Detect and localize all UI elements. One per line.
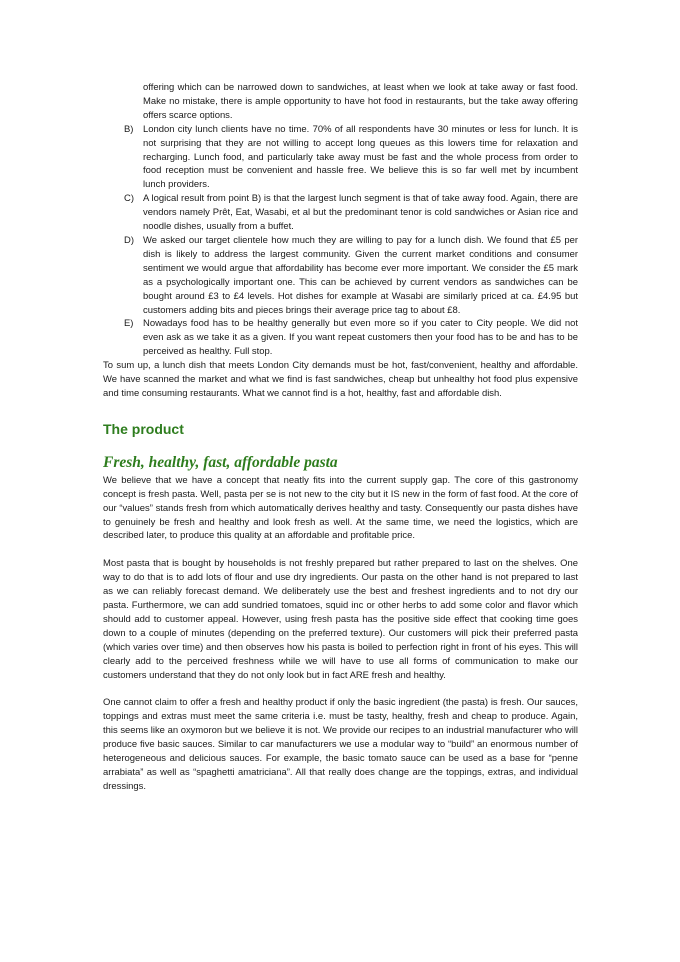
section-heading: The product: [103, 420, 184, 437]
paragraph-spacer: [103, 543, 578, 557]
list-marker: C): [124, 193, 134, 205]
document-page: [103, 81, 578, 794]
list-item-d: [103, 234, 578, 317]
body-paragraph: One cannot claim to offer a fresh and healthy product if only the basic ingredient (the pasta) is fresh. Our sauces, toppings and extras must meet the same criteria i.e. must be tasty, healthy, fresh and cheap to produce. Again, this seems like an oxymoron but we believe it is not. We provide our recipes to an industrial manufacturer who will produce five basic sauces. Similar to car manufacturers we use a modular way to “build” an enormous number of heterogeneous and delicious sauces. For example, the basic tomato sauce can be used as a base for “penne arrabiata” as well as “spaghetti amatriciana”. All that really does change are the toppings, extras, and individual dressings.: [103, 697, 578, 792]
list-marker: B): [124, 123, 134, 135]
list-item-text: We asked our target clientele how much they are willing to pay for a lunch dish. We found that £5 per dish is likely to address the largest community. Given the current market conditions and consumer sentiment we would argue that affordability has become ever more important. We consider the £5 mark as a psychologically important one. This can be achieved by current vendors as sandwiches can be bought around £3 to £4 levels. Hot dishes for example at Wasabi are similarly priced at ca. £4.95 but customers adding bits and pieces brings their average price tag to about £8.: [143, 234, 578, 316]
summary-paragraph: To sum up, a lunch dish that meets London City demands must be hot, fast/convenient, healthy and affordable. We have scanned the market and what we find is fast sandwiches, cheap but unhealthy hot food plus expensive and time consuming restaurants. What we cannot find is a hot, healthy, fast and affordable dish.: [103, 360, 578, 399]
body-paragraph: Most pasta that is bought by households is not freshly prepared but rather prepared to last on the shelves. One way to do that is to add lots of flour and use dry ingredients. Our pasta on the other hand is not prepared to last as we can reliably forecast demand. We deliberately use the best and freshest ingredients and to not dry our pasta. Furthermore, we can add sundried tomatoes, squid inc or other herbs to add some color and flavor which should add to customer appeal. However, using fresh pasta has the positive side effect that cooking time goes down to a couple of minutes (depending on the preferred texture). Our customers will pick their preferred pasta (which varies over time) and then observes how his pasta is boiled to perfection right in front of his eyes. This will clearly add to the perceived freshness while we will have to use all forms of communication to make our customers understand that they do not only look but in fact ARE fresh and healthy.: [103, 558, 578, 681]
list-item-c: [103, 192, 578, 234]
body-paragraph: We believe that we have a concept that neatly fits into the current supply gap. The core of this gastronomy concept is fresh pasta. Well, pasta per se is not new to the city but it IS new in the form of fast food. At the core of our “values” stands fresh from which automatically derives healthy and tasty. Consequently our pasta dishes have to genuinely be fresh and healthy and look fresh as well. At the same time, we need the logistics, which are described later, to produce this quality at an affordable and profitable price.: [103, 474, 578, 542]
list-marker: D): [124, 234, 134, 246]
intro-continuation: offering which can be narrowed down to sandwiches, at least when we look at take away or fast food. Make no mistake, there is ample opportunity to have hot food in restaurants, but the take away offering offers scarce options.: [143, 82, 578, 121]
list-item-text: London city lunch clients have no time. 70% of all respondents have 30 minutes or less for lunch. It is not surprising that they are not willing to accept long queues as this lowers time for relaxation and recharging. Lunch food, and particularly take away must be fast and the whole process from order to food reception must be convenient and hassle free. We believe this is so far well met by incumbent lunch providers.: [143, 123, 578, 191]
list-item-text: Nowadays food has to be healthy generally but even more so if you cater to City people. We did not even ask as we take it as a given. If you want repeat customers then your food has to be and has to be perceived as healthy. Full stop.: [143, 318, 578, 358]
list-item-text: A logical result from point B) is that the largest lunch segment is that of take away food. Again, there are vendors namely Prêt, Eat, Wasabi, et al but the predominant tenor is cold sandwiches or Asian rice and noodle dishes, usually from a buffet.: [143, 193, 578, 233]
paragraph-spacer: [103, 682, 578, 696]
subsection-heading: Fresh, healthy, fast, affordable pasta: [103, 453, 338, 471]
list-item-b: [103, 123, 578, 193]
list-item-e: [103, 317, 578, 359]
list-marker: E): [124, 318, 134, 330]
